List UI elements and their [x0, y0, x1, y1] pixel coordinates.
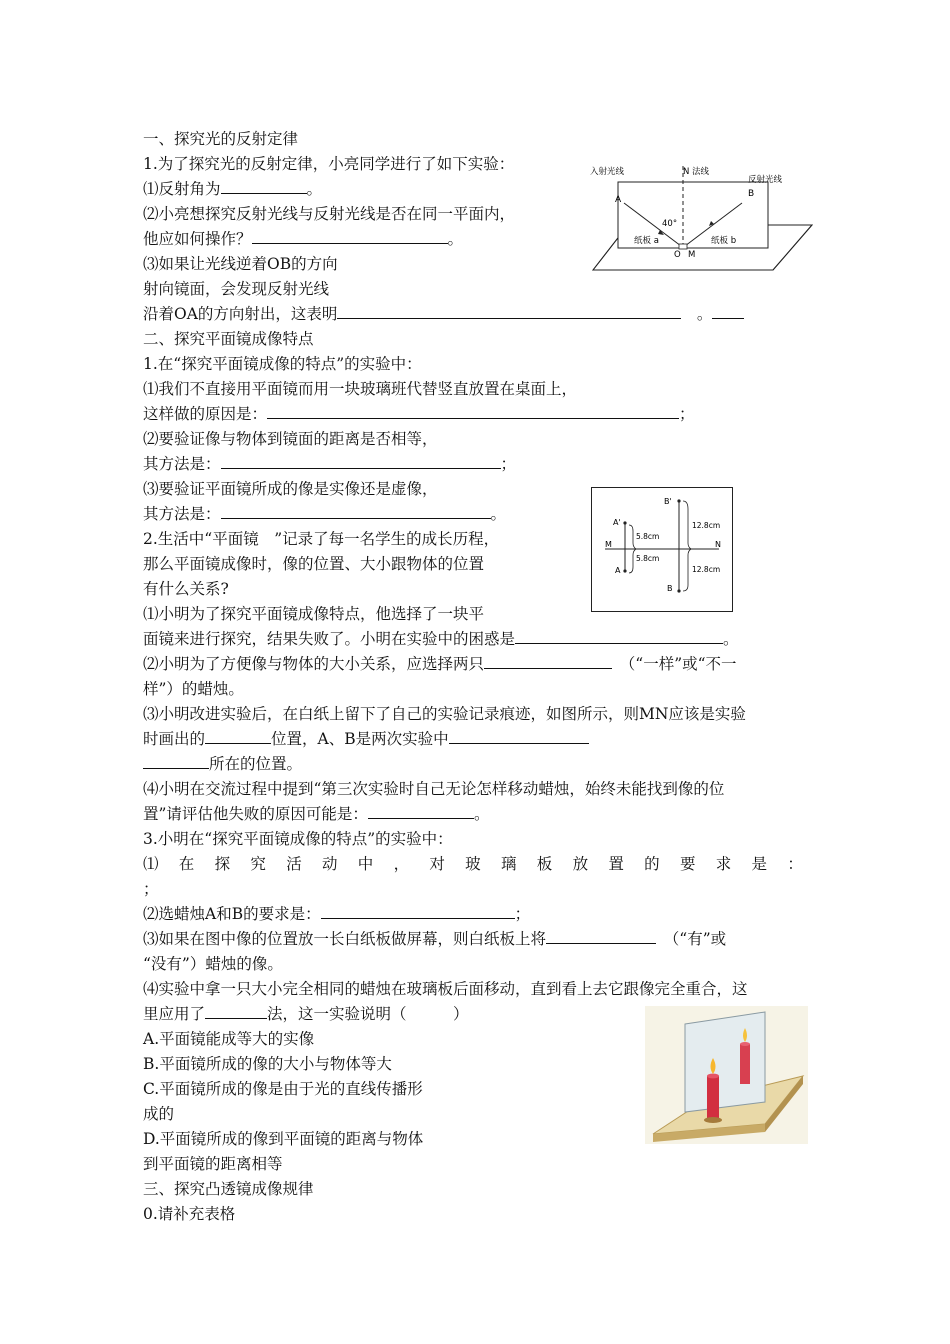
question-text: ⑵小亮想探究反射光线与反射光线是否在同一平面内，	[143, 205, 516, 223]
question-text: 有什么关系?	[143, 580, 229, 598]
label-M: M	[605, 540, 612, 549]
section-3-title: 三、探究凸透镜成像规律	[143, 1180, 314, 1198]
label-board-a: 纸板 a	[634, 236, 659, 246]
label-M: M	[688, 250, 696, 260]
label-A-prime: A'	[613, 518, 621, 527]
answer-blank[interactable]	[221, 503, 491, 519]
label-normal: N 法线	[683, 167, 710, 177]
glass-plate	[685, 1012, 765, 1112]
option-d: 到平面镜的距离相等	[143, 1155, 283, 1173]
spread-char: ，	[393, 855, 410, 873]
spread-char: ：	[787, 855, 803, 873]
label-B-prime: B'	[664, 497, 672, 506]
mirror-record-figure	[591, 487, 733, 612]
option-b: B.平面镜所成的像的大小与物体等大	[143, 1055, 392, 1073]
label-N: N	[715, 540, 721, 549]
question-text: ⑴我们不直接用平面镜而用一块玻璃班代替竖直放置在桌面上，	[143, 380, 578, 398]
question-text: ⑶要验证平面镜所成的像是实像还是虚像，	[143, 480, 438, 498]
reflection-experiment-figure	[588, 160, 813, 280]
point-B	[677, 589, 680, 592]
candle-experiment-illustration	[645, 1006, 808, 1144]
spread-char: 玻	[465, 855, 481, 873]
spread-char: 对	[429, 855, 445, 873]
distance-label: 12.8cm	[692, 565, 721, 574]
question-text: 置”请评估他失败的原因可能是： 。	[143, 805, 490, 823]
spread-char: 在	[178, 855, 195, 873]
option-c: 成的	[143, 1105, 175, 1123]
answer-blank[interactable]	[546, 928, 656, 944]
point-B-image	[677, 499, 680, 502]
answer-blank[interactable]	[712, 303, 744, 319]
question-text: 0.请补充表格	[143, 1205, 236, 1223]
point-A	[623, 569, 626, 572]
spread-char: 板	[536, 855, 553, 873]
label-reflected: 反射光线	[748, 175, 783, 185]
spread-char: 置	[608, 855, 624, 873]
question-text: 2.生活中“平面镜 ”记录了每一名学生的成长历程，	[143, 530, 500, 548]
answer-blank[interactable]	[515, 628, 723, 644]
section-2-title: 二、探究平面镜成像特点	[143, 330, 314, 348]
spread-char: 究	[250, 855, 266, 873]
point-A-image	[623, 521, 626, 524]
candle-A	[707, 1076, 719, 1120]
option-a: A.平面镜能成等大的实像	[143, 1030, 315, 1048]
answer-blank[interactable]	[205, 728, 271, 744]
question-text: ⑶如果在图中像的位置放一长白纸板做屏幕，则白纸板上将 （“有”或	[143, 930, 727, 948]
distance-label: 5.8cm	[636, 554, 660, 563]
answer-blank[interactable]	[321, 903, 515, 919]
label-A-point: A	[615, 566, 621, 575]
question-text: ⑷实验中拿一只大小完全相同的蜡烛在玻璃板后面移动，直到看上去它跟像完全重合，这	[143, 980, 748, 998]
question-text: ⑵选蜡烛A和B的要求是： ；	[143, 905, 531, 923]
spread-char: 探	[214, 855, 231, 873]
section-1-title: 一、探究光的反射定律	[143, 130, 299, 148]
question-text: 沿着OA的方向射出，这表明 。	[143, 303, 744, 325]
question-text: ⑴反射角为 。	[143, 180, 323, 198]
label-incident: 入射光线	[590, 167, 625, 177]
question-text: ⑵要验证像与物体到镜面的距离是否相等，	[143, 430, 438, 448]
spread-char: 放	[572, 855, 589, 873]
spread-char: 求	[715, 855, 732, 873]
answer-blank[interactable]	[267, 403, 679, 419]
spread-char: ⑴	[143, 855, 159, 873]
label-angle: 40°	[662, 219, 678, 229]
label-A: A	[615, 195, 622, 205]
option-c: C.平面镜所成的像是由于光的直线传播形	[143, 1080, 423, 1098]
answer-blank[interactable]	[252, 228, 448, 244]
spread-char: 是	[751, 855, 768, 873]
question-text: ⑴小明为了探究平面镜成像特点，他选择了一块平	[143, 605, 485, 623]
spread-char: 活	[286, 855, 302, 873]
question-text: 1.为了探究光的反射定律，小亮同学进行了如下实验：	[143, 155, 515, 173]
spread-char: 的	[644, 855, 660, 873]
answer-blank[interactable]	[221, 178, 307, 194]
answer-blank[interactable]	[368, 803, 474, 819]
question-text: “没有”）蜡烛的像。	[143, 955, 283, 973]
label-O: O	[674, 250, 681, 260]
question-text: ⑵小明为了方便像与物体的大小关系，应选择两只 （“一样”或“不一	[143, 655, 737, 673]
option-d: D.平面镜所成的像到平面镜的距离与物体	[143, 1130, 424, 1148]
question-text: 时画出的 位置，A、B是两次实验中	[143, 728, 589, 750]
distance-label: 12.8cm	[692, 521, 721, 530]
question-text: 他应如何操作？ 。	[143, 230, 464, 248]
spread-char: 璃	[500, 855, 517, 873]
label-board-b: 纸板 b	[711, 236, 737, 246]
answer-blank[interactable]	[143, 753, 209, 769]
question-text: 样”）的蜡烛。	[143, 680, 244, 698]
spread-char: 中	[357, 855, 374, 873]
question-text: 面镜来进行探究，结果失败了。小明在实验中的困惑是 。	[143, 630, 739, 648]
answer-blank[interactable]	[337, 303, 681, 319]
question-text: 其方法是： 。	[143, 505, 507, 523]
question-text: 3.小明在“探究平面镜成像的特点”的实验中：	[143, 830, 453, 848]
spread-char: 动	[321, 855, 338, 873]
spread-char: 要	[679, 855, 696, 873]
candle-B	[740, 1044, 750, 1084]
question-text: ⑶如果让光线逆着OB的方向	[143, 255, 338, 273]
question-text: 所在的位置。	[143, 753, 302, 775]
question-text: 其方法是： ；	[143, 455, 517, 473]
question-text: ⑷小明在交流过程中提到“第三次实验时自己无论怎样移动蜡烛，始终未能找到像的位	[143, 780, 725, 798]
distance-label: 5.8cm	[636, 532, 660, 541]
question-text: 里应用了 法，这一实验说明（ ）	[143, 1005, 469, 1023]
answer-blank[interactable]	[205, 1003, 267, 1019]
question-text: ；	[143, 880, 159, 898]
answer-blank[interactable]	[221, 453, 501, 469]
question-text-spread	[143, 853, 803, 875]
question-text: 射向镜面，会发现反射光线	[143, 280, 330, 298]
answer-blank[interactable]	[484, 653, 612, 669]
question-text: 这样做的原因是： ；	[143, 405, 695, 423]
answer-blank[interactable]	[449, 728, 589, 744]
question-text: 1.在“探究平面镜成像的特点”的实验中：	[143, 355, 422, 373]
label-B-point: B	[667, 584, 673, 593]
question-text: ⑶小明改进实验后，在白纸上留下了自己的实验记录痕迹，如图所示，则MN应该是实验	[143, 705, 746, 723]
label-B: B	[748, 189, 755, 199]
question-text: 那么平面镜成像时，像的位置、大小跟物体的位置	[143, 555, 485, 573]
